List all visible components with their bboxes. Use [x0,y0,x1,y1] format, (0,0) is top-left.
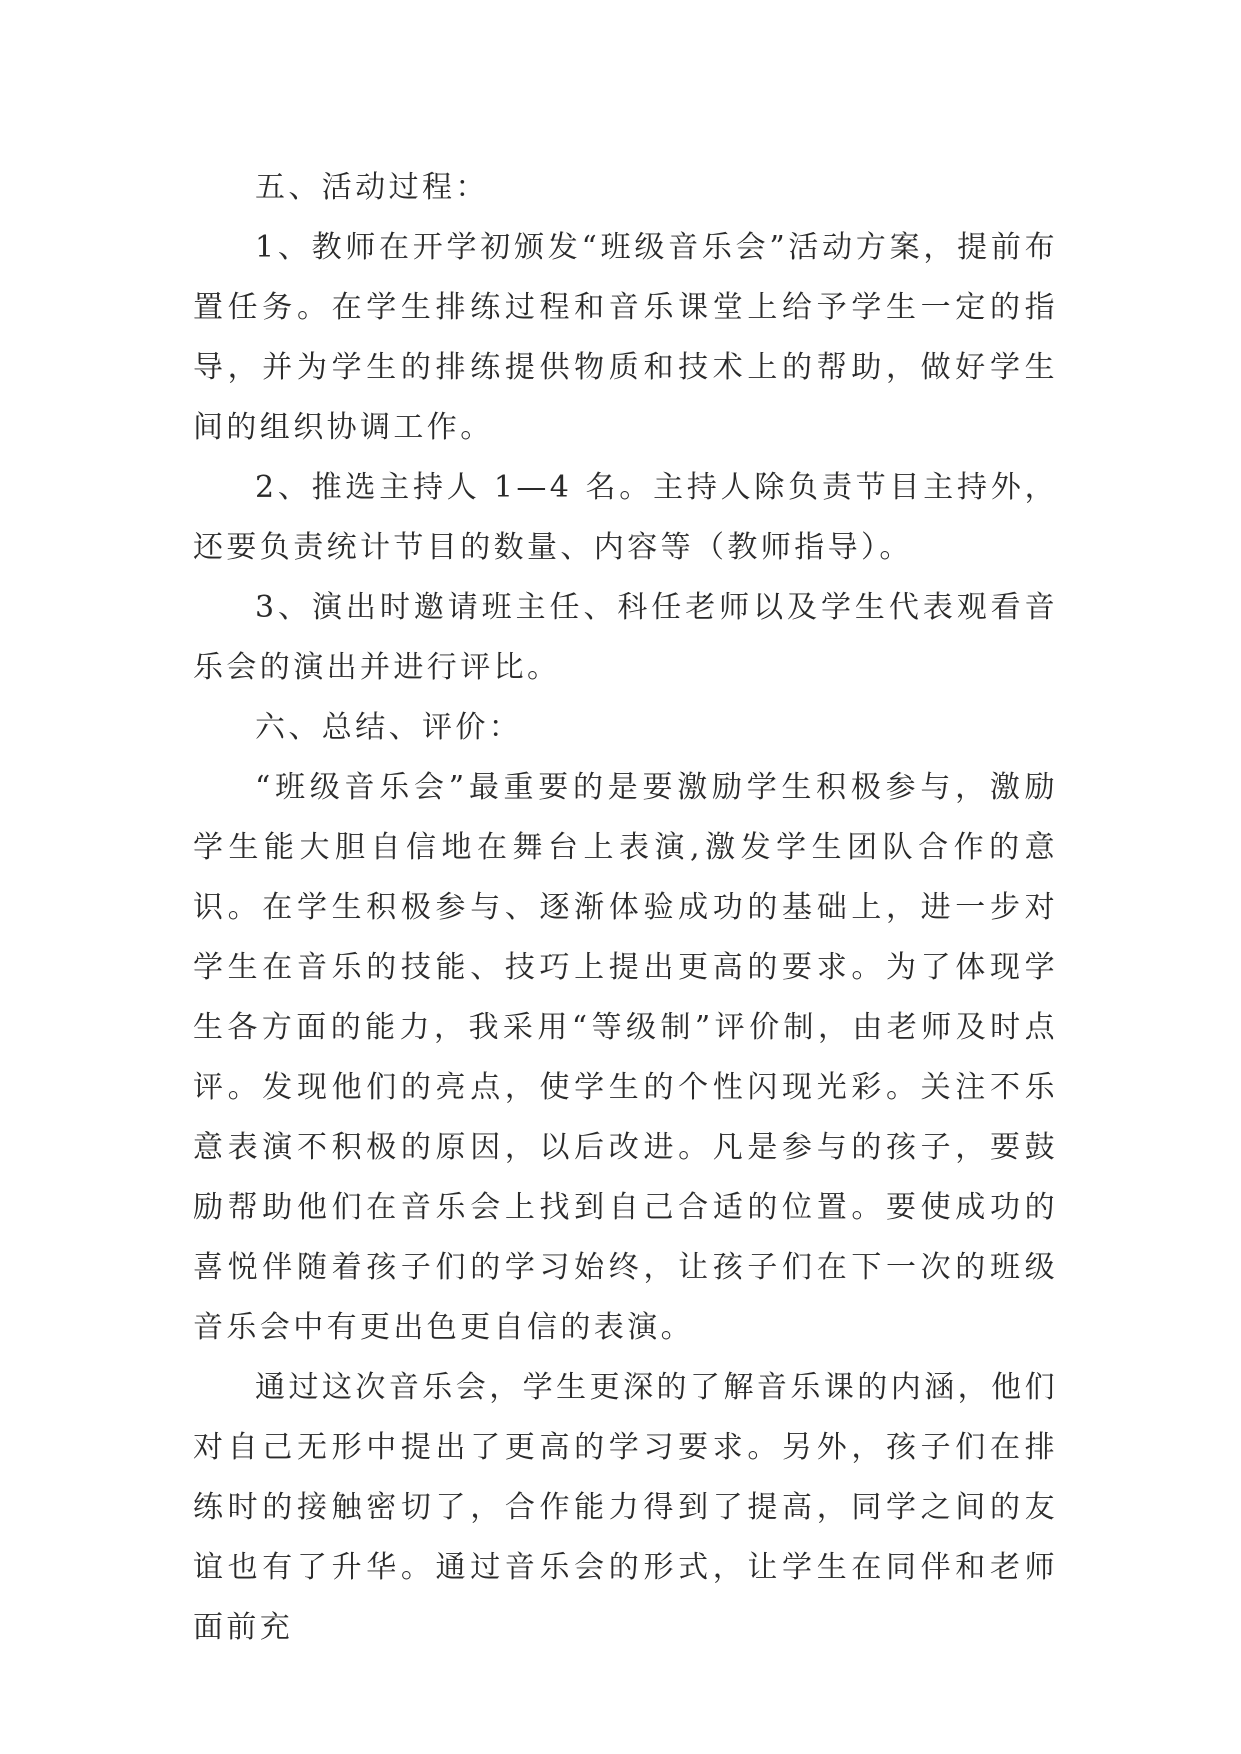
section-heading-activity-process: 五、活动过程： [255,170,489,205]
paragraph-step-3: 3、演出时邀请班主任、科任老师以及学生代表观看音乐会的演出并进行评比。 [193,590,1058,685]
document-body [193,158,1058,1658]
paragraph-step-2: 2、推选主持人 1—4 名。主持人除负责节目主持外，还要负责统计节目的数量、内容等（教师指导）。 [193,470,1058,565]
paragraph-conclusion: 通过这次音乐会，学生更深的了解音乐课的内涵，他们对自己无形中提出了更高的学习要求。另外，孩子们在排练时的接触密切了，合作能力得到了提高，同学之间的友谊也有了升华。通过音乐会的形式，让学生在同伴和老师面前充 [193,1370,1058,1645]
paragraph-summary: “班级音乐会”最重要的是要激励学生积极参与，激励学生能大胆自信地在舞台上表演,激发学生团队合作的意识。在学生积极参与、逐渐体验成功的基础上，进一步对学生在音乐的技能、技巧上提出更高的要求。为了体现学生各方面的能力，我采用“等级制”评价制，由老师及时点评。发现他们的亮点，使学生的个性闪现光彩。关注不乐意表演不积极的原因，以后改进。凡是参与的孩子，要鼓励帮助他们在音乐会上找到自己合适的位置。要使成功的喜悦伴随着孩子们的学习始终，让孩子们在下一次的班级音乐会中有更出色更自信的表演。 [193,770,1058,1345]
paragraph-step-1: 1、教师在开学初颁发“班级音乐会”活动方案，提前布置任务。在学生排练过程和音乐课堂上给予学生一定的指导，并为学生的排练提供物质和技术上的帮助，做好学生间的组织协调工作。 [193,230,1058,445]
section-heading-summary: 六、总结、评价： [255,710,523,745]
